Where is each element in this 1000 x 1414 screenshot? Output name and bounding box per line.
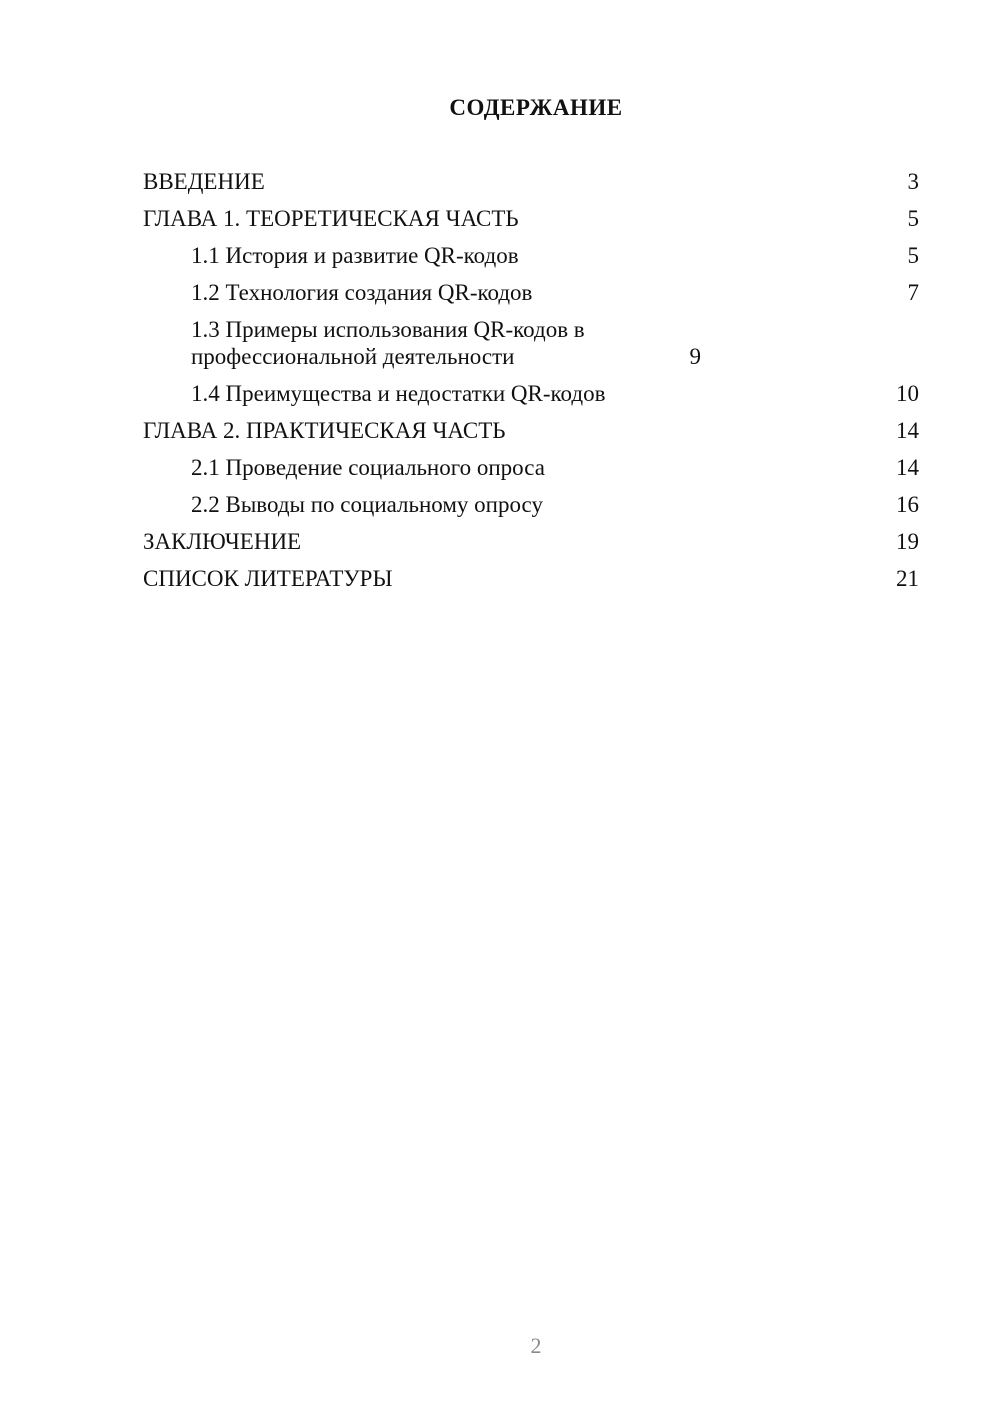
toc-entry-label: ГЛАВА 2. ПРАКТИЧЕСКАЯ ЧАСТЬ (143, 418, 506, 443)
toc-entry-label: СПИСОК ЛИТЕРАТУРЫ (143, 566, 393, 591)
toc-entry-page: 14 (896, 455, 919, 480)
toc-entry-page: 14 (896, 418, 919, 443)
toc-entry-1-3[interactable] (143, 316, 919, 370)
toc-entry-label: 1.3 Примеры использования QR-кодов в профессиональной деятельности (191, 317, 585, 369)
toc-entry-introduction[interactable] (143, 168, 919, 195)
toc-entry-chapter-1[interactable] (143, 205, 919, 232)
toc-title: СОДЕРЖАНИЕ (449, 95, 623, 120)
toc-entry-label: ГЛАВА 1. ТЕОРЕТИЧЕСКАЯ ЧАСТЬ (143, 206, 519, 231)
toc-entry-label: 2.2 Выводы по социальному опросу (191, 492, 543, 517)
toc-entry-page: 5 (907, 206, 919, 231)
toc-entry-page: 16 (896, 492, 919, 517)
page-number: 2 (530, 1333, 542, 1358)
toc-entry-conclusion[interactable] (143, 528, 919, 555)
toc-entry-page: 19 (896, 529, 919, 554)
toc-entry-1-2[interactable] (143, 279, 919, 306)
toc-entry-label: ВВЕДЕНИЕ (143, 169, 265, 194)
toc-entry-references[interactable] (143, 565, 919, 592)
toc-entry-label: 1.4 Преимущества и недостатки QR-кодов (191, 381, 606, 406)
toc-entry-page: 5 (907, 243, 919, 268)
toc-entry-label: 2.1 Проведение социального опроса (191, 455, 545, 480)
toc-entry-1-1[interactable] (143, 242, 919, 269)
toc-entry-page: 3 (907, 169, 919, 194)
toc-entry-label: 1.2 Технология создания QR-кодов (191, 280, 533, 305)
toc-entry-page: 21 (896, 566, 919, 591)
toc-entry-label: 1.1 История и развитие QR-кодов (191, 243, 519, 268)
toc-entry-2-1[interactable] (143, 454, 919, 481)
toc-entry-chapter-2[interactable] (143, 417, 919, 444)
table-of-contents (143, 168, 919, 602)
toc-entry-2-2[interactable] (143, 491, 919, 518)
toc-entry-label: ЗАКЛЮЧЕНИЕ (143, 529, 302, 554)
toc-entry-1-4[interactable] (143, 380, 919, 407)
toc-entry-page: 7 (907, 280, 919, 305)
toc-entry-page: 9 (689, 344, 701, 369)
toc-entry-page: 10 (896, 381, 919, 406)
